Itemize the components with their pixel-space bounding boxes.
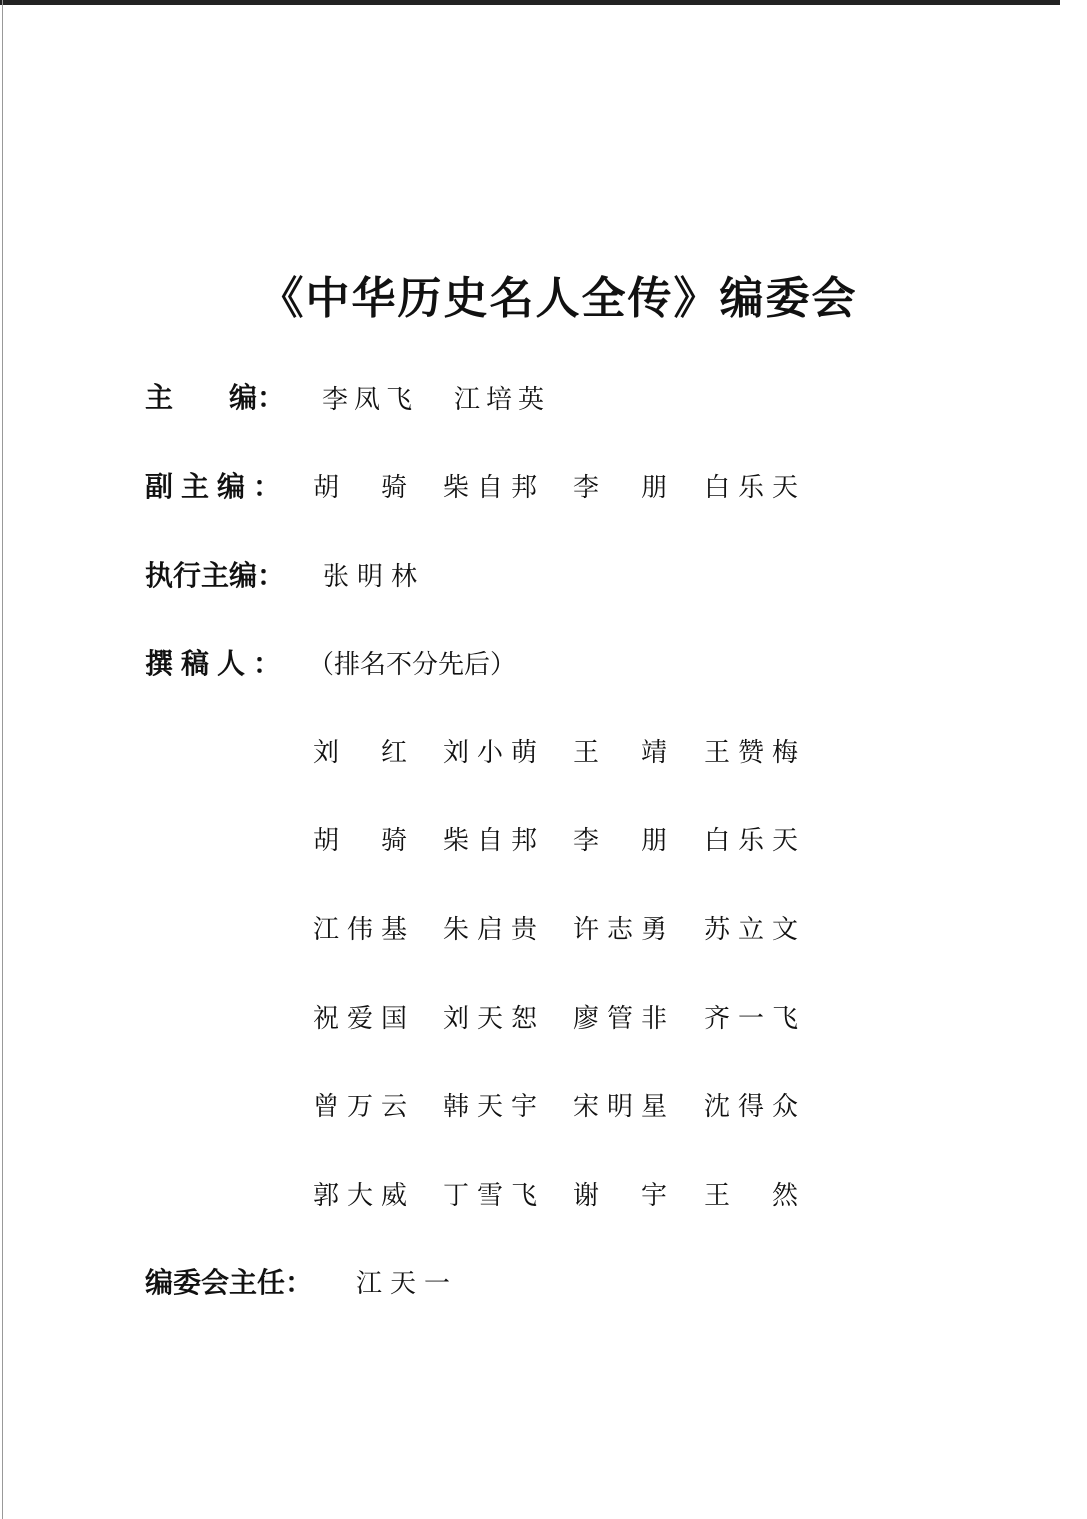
scan-border-left: [2, 0, 3, 1519]
writer-name: 王然: [704, 1181, 798, 1211]
chief-editor-name: 江培英: [454, 385, 544, 415]
writer-name: 韩天宇: [443, 1092, 537, 1122]
committee-director-name: 江天一: [356, 1269, 450, 1299]
deputy-editor-name: 李朋: [573, 473, 667, 503]
writer-name: 刘小萌: [443, 738, 537, 768]
deputy-editors-label: 副主编：: [145, 470, 290, 503]
writer-name: 苏立文: [704, 915, 798, 945]
writer-name: 朱启贵: [443, 915, 537, 945]
writer-name: 丁雪飞: [443, 1181, 537, 1211]
executive-editor-label: 执行主编：: [145, 559, 286, 592]
writer-name: 刘红: [313, 738, 407, 768]
writer-name: 白乐天: [704, 826, 798, 856]
writer-name: 宋明星: [573, 1092, 667, 1122]
writer-name: 许志勇: [573, 915, 667, 945]
writer-name: 王靖: [573, 738, 667, 768]
writer-name: 曾万云: [313, 1092, 407, 1122]
writer-name: 刘天恕: [443, 1004, 537, 1034]
deputy-editor-name: 柴自邦: [443, 473, 537, 503]
writer-name: 郭大威: [313, 1181, 407, 1211]
writer-name: 李朋: [573, 826, 667, 856]
writer-name: 齐一飞: [704, 1004, 798, 1034]
writer-name: 胡骑: [313, 826, 407, 856]
writer-name: 沈得众: [704, 1092, 798, 1122]
page-title: 《中华历史名人全传》编委会: [259, 273, 858, 324]
executive-editor-name: 张明林: [323, 562, 417, 592]
writers-order-note: （排名不分先后）: [308, 650, 517, 680]
writers-label: 撰稿人：: [145, 647, 290, 680]
deputy-editor-name: 胡骑: [313, 473, 407, 503]
writer-name: 柴自邦: [443, 826, 537, 856]
writer-name: 祝爱国: [313, 1004, 407, 1034]
writer-name: 廖管非: [573, 1004, 667, 1034]
writer-name: 江伟基: [313, 915, 407, 945]
writer-name: 谢宇: [573, 1181, 667, 1211]
scan-border-top: [0, 0, 1060, 5]
chief-editor-name: 李凤飞: [322, 385, 412, 415]
chief-editors-label: 主 编：: [145, 381, 286, 414]
committee-director-label: 编委会主任：: [145, 1266, 314, 1299]
deputy-editor-name: 白乐天: [704, 473, 798, 503]
writer-name: 王赞梅: [704, 738, 798, 768]
